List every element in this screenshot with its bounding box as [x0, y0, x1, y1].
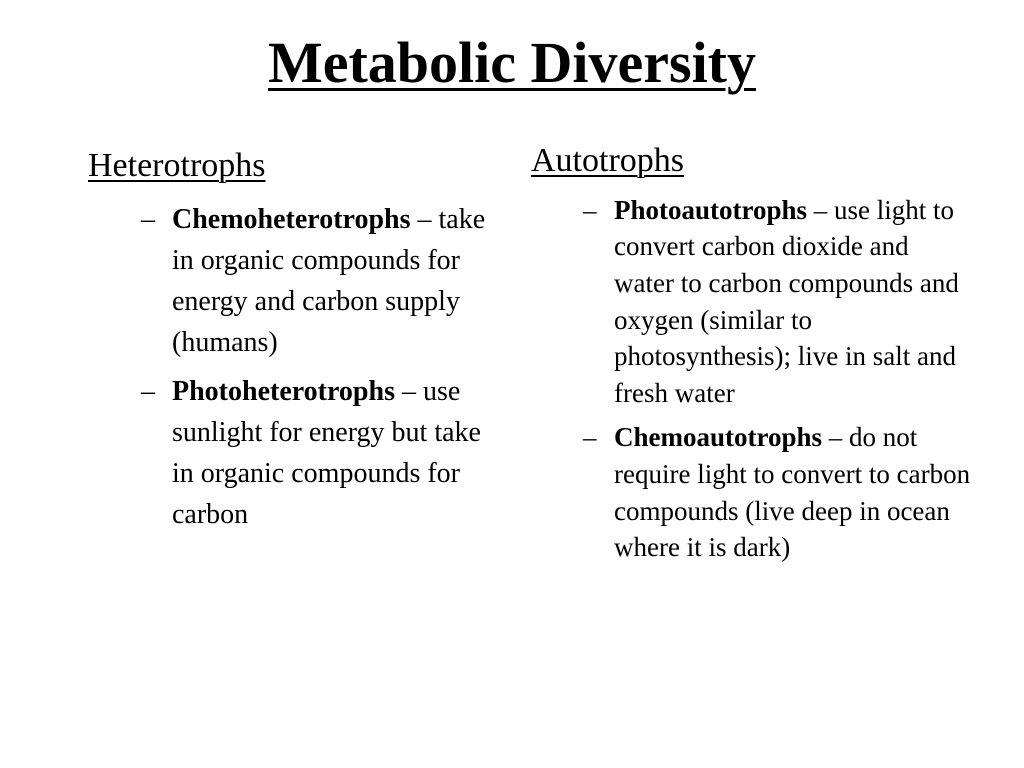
autotrophs-column [531, 141, 971, 574]
heterotrophs-list [141, 199, 508, 535]
list-item-photoautotrophs [583, 192, 971, 412]
term-chemoautotrophs: Chemoautotrophs [614, 422, 823, 453]
dash-bullet: – [583, 422, 597, 453]
heterotrophs-heading: Heterotrophs [88, 147, 266, 184]
list-item-chemoheterotrophs [141, 199, 508, 363]
description-chemoheterotrophs: – take in organic compounds for energy and carbon supply (humans) [172, 203, 486, 358]
slide-title: Metabolic Diversity [267, 30, 756, 95]
autotrophs-heading: Autotrophs [531, 142, 684, 179]
description-chemoautotrophs: – do not require light to convert to carbon compounds (live deep in ocean where it is dark) [614, 422, 971, 563]
term-photoautotrophs: Photoautotrophs [614, 194, 808, 225]
list-item-photoheterotrophs [141, 371, 508, 535]
term-photoheterotrophs: Photoheterotrophs [172, 375, 395, 407]
autotrophs-list [583, 192, 971, 566]
list-item-chemoautotrophs [583, 419, 971, 565]
dash-bullet: – [583, 194, 597, 225]
heterotrophs-column [88, 146, 508, 543]
dash-bullet: – [141, 375, 155, 407]
description-photoheterotrophs: – use sunlight for energy but take in organic compounds for carbon [172, 375, 481, 530]
description-photoautotrophs: – use light to convert carbon dioxide and water to carbon compounds and oxygen (similar to photosynthesis); live in salt and fresh water [614, 194, 959, 408]
term-chemoheterotrophs: Chemoheterotrophs [172, 203, 411, 235]
dash-bullet: – [141, 203, 155, 235]
